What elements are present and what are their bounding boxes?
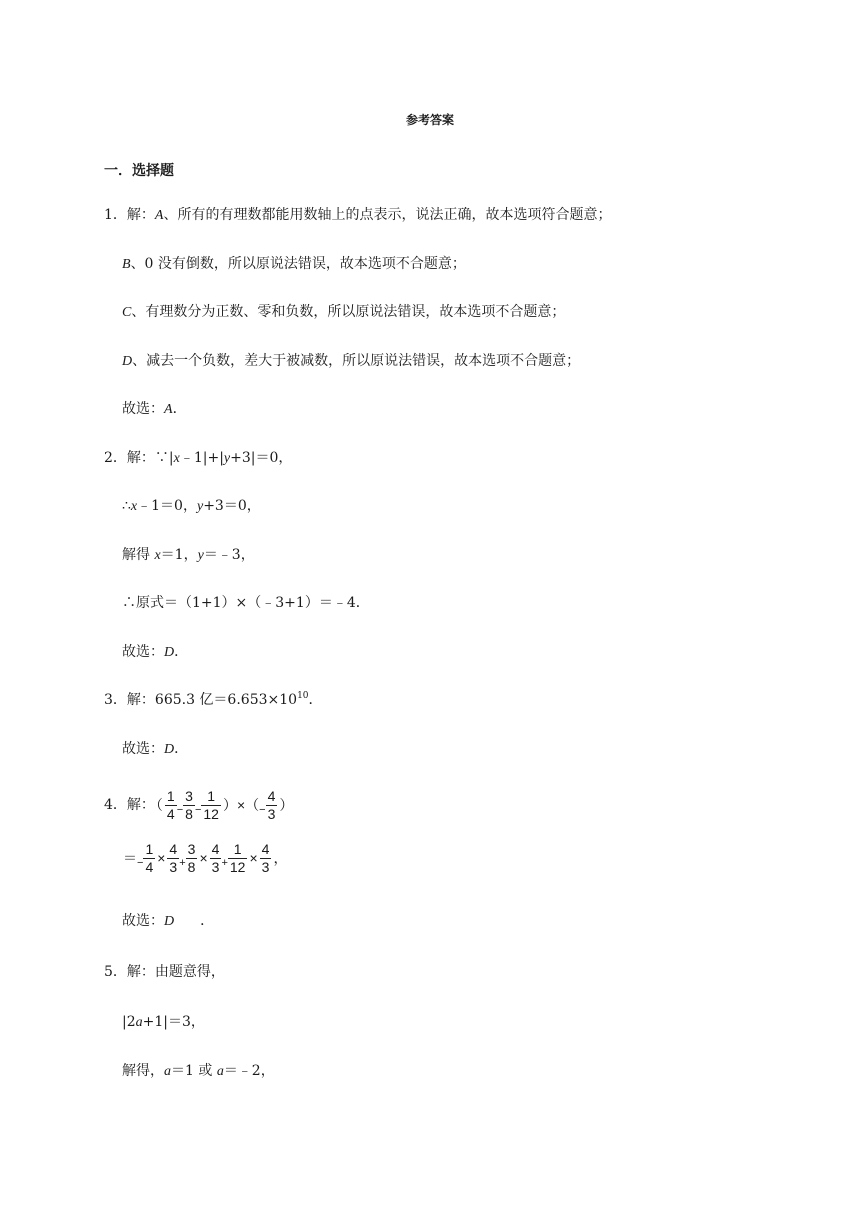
q2-line-3 <box>122 546 255 565</box>
denominator: 12 <box>203 805 219 822</box>
q2-line-2-mid: ﹣1＝0， <box>137 498 197 514</box>
comma: ， <box>273 850 288 866</box>
var-y: y <box>196 499 204 514</box>
denominator: 3 <box>261 858 270 875</box>
plus-sign: + <box>179 857 186 869</box>
var-x: x <box>173 451 180 466</box>
q3-line-1-text: 3．解：665.3 亿＝6.653×10 <box>104 692 298 708</box>
var-x: x <box>154 548 161 563</box>
numerator: 1 <box>145 840 154 857</box>
times-sign: × <box>157 850 166 866</box>
numerator: 1 <box>166 787 175 804</box>
close-times-open: ）×（ <box>222 797 260 813</box>
q2-line-1 <box>104 449 292 468</box>
q1-answer-value: A <box>164 402 173 417</box>
numerator: 1 <box>233 840 242 857</box>
numerator: 4 <box>169 840 178 857</box>
denominator: 3 <box>267 805 276 822</box>
q2-line-3-prefix: 解得 <box>122 547 155 563</box>
q5-line-2 <box>122 1013 205 1032</box>
q1-line-3-text: 、有理数分为正数、零和负数，所以原说法错误，故本选项不合题意； <box>131 304 566 320</box>
denominator: 8 <box>187 858 196 875</box>
q2-line-3-end: ＝﹣3， <box>203 547 255 563</box>
times-sign: × <box>199 850 208 866</box>
open-paren: （ <box>155 797 163 813</box>
numerator: 4 <box>267 787 276 804</box>
q1-line-1-text: 、所有的有理数都能用数轴上的点表示，说法正确，故本选项符合题意； <box>163 207 612 223</box>
q2-answer-value: D <box>164 645 175 660</box>
q1-line-4-text: 、减去一个负数，差大于被减数，所以原说法错误，故本选项不合题意； <box>132 353 581 369</box>
denominator: 4 <box>145 858 154 875</box>
minus-sign: − <box>176 804 184 816</box>
fraction-1-12 <box>228 841 248 876</box>
q4-prefix: 4．解： <box>104 797 155 813</box>
q2-line-1-end: +3|＝0， <box>230 450 293 466</box>
numerator: 4 <box>211 840 220 857</box>
var-y: y <box>223 451 231 466</box>
fraction-4-3 <box>260 841 272 876</box>
times-sign: × <box>249 850 258 866</box>
numerator: 4 <box>261 840 270 857</box>
q3-answer-value: D <box>164 742 175 757</box>
denominator: 8 <box>185 805 193 822</box>
close-paren: ） <box>279 797 294 813</box>
var-x: x <box>130 499 138 514</box>
fraction-4-3 <box>266 788 278 823</box>
q1-line-2-text: 、0 没有倒数，所以原说法错误，故本选项不合题意； <box>130 256 466 272</box>
fraction-3-8 <box>186 841 198 876</box>
denominator: 3 <box>211 858 220 875</box>
q3-answer-end: ． <box>174 741 189 757</box>
q2-prefix: 2．解：∵| <box>104 450 174 466</box>
fraction-4-3 <box>210 841 222 876</box>
option-d-var: D <box>122 354 133 369</box>
denominator: 12 <box>229 858 246 875</box>
denominator: 3 <box>169 858 178 875</box>
minus-sign: − <box>194 804 202 816</box>
therefore-symbol: ∴ <box>122 498 131 514</box>
q3-answer <box>122 740 188 759</box>
q3-line-1 <box>104 691 323 709</box>
q2-line-2 <box>122 497 261 516</box>
var-y: y <box>197 548 204 563</box>
q5-line-3 <box>122 1062 275 1081</box>
numerator: 3 <box>187 840 196 857</box>
option-c-var: C <box>122 305 132 320</box>
option-a-var: A <box>154 208 164 223</box>
q2-line-4: ∴原式＝（1+1）×（﹣3+1）＝﹣4． <box>122 595 370 611</box>
exponent: 10 <box>297 691 309 701</box>
numerator: 1 <box>207 787 216 804</box>
var-a: a <box>135 1015 143 1030</box>
plus-sign: + <box>221 857 228 869</box>
q4-answer-end: ． <box>200 913 215 929</box>
fraction-3-8 <box>183 788 195 823</box>
q2-line-2-end: +3＝0， <box>203 498 261 514</box>
q5-line-2-end: +1|＝3， <box>142 1014 205 1030</box>
var-a: a <box>164 1064 171 1079</box>
page-title: 参考答案 <box>405 113 454 127</box>
q1-line-2 <box>122 255 466 274</box>
q4-answer <box>122 912 214 931</box>
fraction-4-3 <box>167 841 179 876</box>
q2-answer-end: ． <box>174 644 189 660</box>
q4-answer-label: 故选： <box>122 913 164 929</box>
q2-line-1-mid: ﹣1|+| <box>179 450 224 466</box>
q5-line-3-end: ＝﹣2， <box>223 1063 275 1079</box>
fraction-1-12 <box>201 788 221 823</box>
q4-answer-value: D <box>164 914 175 929</box>
q4-line-2 <box>122 838 288 883</box>
q4-line-1 <box>104 785 294 830</box>
minus-sign: − <box>259 804 266 816</box>
q1-answer <box>122 400 187 419</box>
q1-line-3 <box>122 303 565 322</box>
fraction-1-4 <box>143 841 155 876</box>
fraction-1-4 <box>165 788 177 823</box>
q5-line-1: 5．解：由题意得， <box>104 964 225 980</box>
q2-answer-label: 故选： <box>122 644 164 660</box>
q1-line-4 <box>122 352 580 371</box>
equals-sign: ＝ <box>123 850 137 866</box>
var-a: a <box>216 1064 224 1079</box>
q5-line-3-mid: ＝1 或 <box>171 1063 217 1079</box>
option-b-var: B <box>122 257 131 272</box>
q1-answer-end: ． <box>172 401 187 417</box>
q3-answer-label: 故选： <box>122 741 164 757</box>
q1-line-1 <box>104 206 611 225</box>
q3-line-1-end: ． <box>308 692 323 708</box>
q1-answer-label: 故选： <box>122 401 164 417</box>
q1-prefix: 1．解： <box>104 207 155 223</box>
minus-sign: − <box>137 857 144 869</box>
q2-line-3-mid: ＝1， <box>160 547 198 563</box>
denominator: 4 <box>166 805 175 822</box>
numerator: 3 <box>185 787 193 804</box>
q2-answer <box>122 643 188 662</box>
q5-line-2-prefix: |2 <box>122 1014 136 1030</box>
section-heading: 一．选择题 <box>104 163 174 179</box>
q5-line-3-prefix: 解得， <box>122 1063 164 1079</box>
